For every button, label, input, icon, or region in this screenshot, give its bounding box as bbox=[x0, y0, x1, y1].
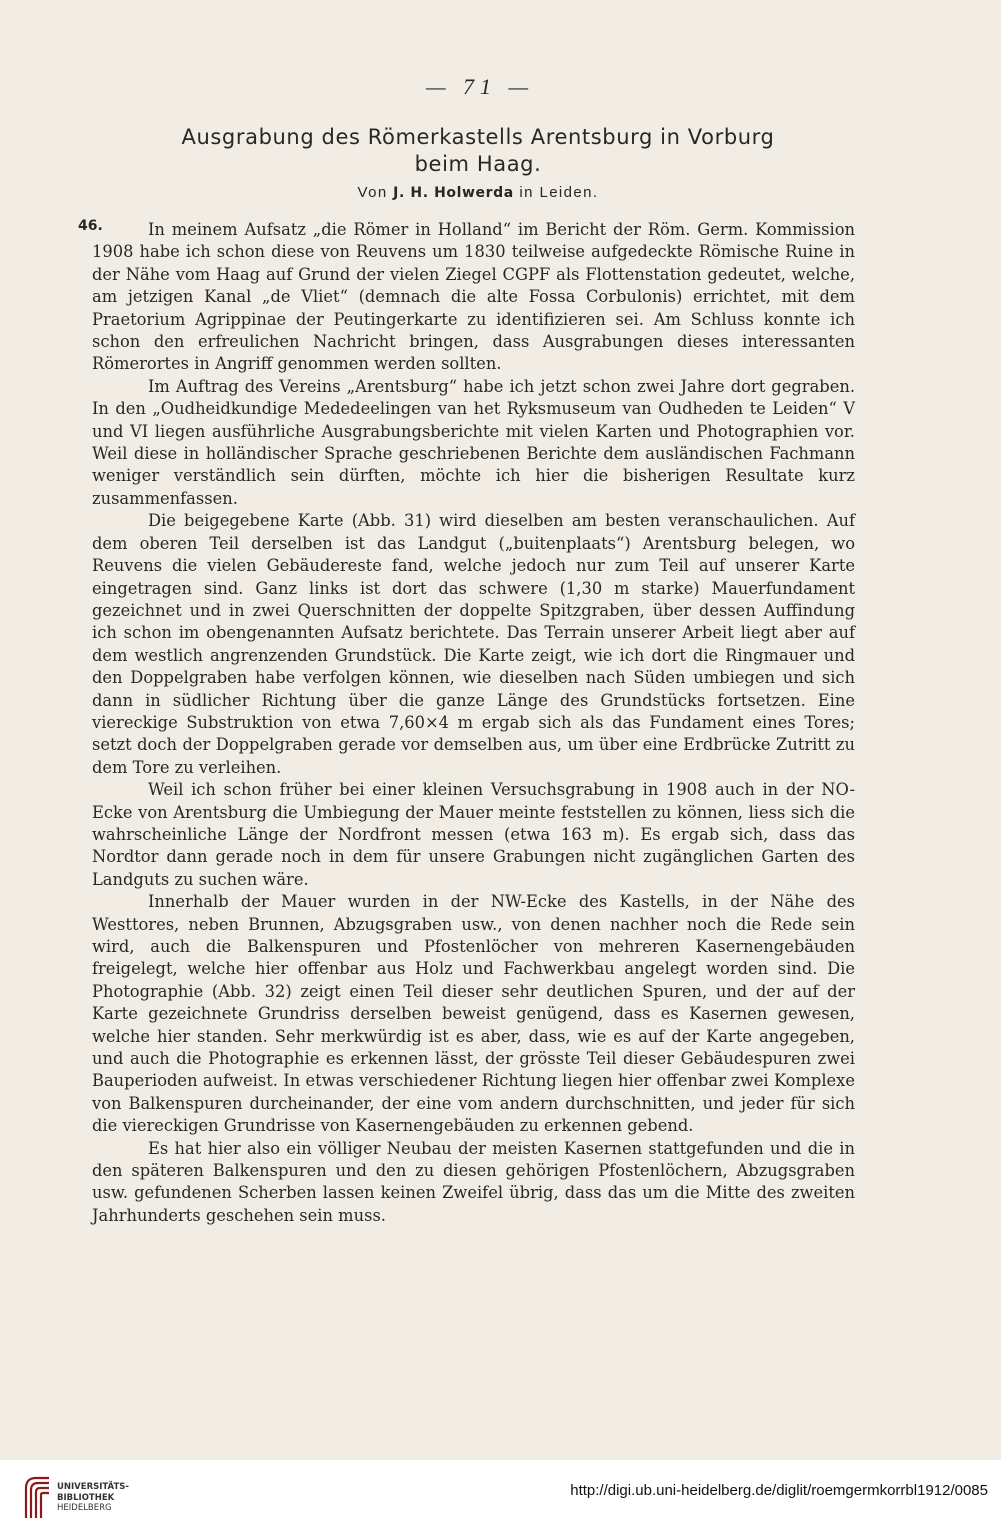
paragraph-5: Innerhalb der Mauer wurden in der NW-Ecke des Kastells, in der Nähe des Westtores, neben Brunnen, Abzugsgraben usw., von denen nachher noch die Rede sein wird, auch die Balkenspuren und Pfostenlöcher von mehreren Kasernengebäuden freigelegt, welche hier offenbar aus Holz und Fachwerkbau angelegt worden sind. Die Photographie (Abb. 32) zeigt einen Teil dieser sehr deutlichen Spuren, und der auf der Karte gezeichnete Grundriss derselben beweist genügend, dass es Kasernen gewesen, welche hier standen. Sehr merkwürdig ist es aber, dass, wie es auf der Karte angegeben, und auch die Photographie es erkennen lässt, der grösste Teil dieser Gebäudespuren zwei Bauperioden aufweist. In etwas verschiedener Richtung liegen hier offenbar zwei Komplexe von Balkenspuren durcheinander, der eine vom andern durchschnitten, und jeder für sich die viereckigen Grundrisse von Kasernengebäuden zu erkennen gebend. bbox=[92, 892, 855, 1136]
article-title-line2: beim Haag. bbox=[414, 152, 542, 176]
footer-bar bbox=[0, 1460, 1001, 1539]
paragraph-2: Im Auftrag des Vereins „Arentsburg“ habe ich jetzt schon zwei Jahre dort gegraben. In den „Oudheidkundige Mededeelingen van het Ryksmuseum van Oudheden te Leiden“ V und VI liegen ausführliche Ausgrabungsberichte mit vielen Karten und Photographien vor. Weil diese in holländischer Sprache geschriebenen Berichte dem ausländischen Fachmann weniger verständlich sein dürften, möchte ich hier die bisherigen Resultate kurz zusammenfassen. bbox=[92, 376, 855, 508]
author-name: J. H. Holwerda bbox=[393, 185, 514, 201]
ub-heidelberg-logo-icon bbox=[22, 1474, 52, 1520]
article-title bbox=[60, 124, 896, 178]
article-title-line1: Ausgrabung des Römerkastells Arentsburg in Vorburg bbox=[181, 125, 775, 149]
section-number: 46. bbox=[78, 218, 103, 234]
paragraph-1: In meinem Aufsatz „die Römer in Holland“ im Bericht der Röm. Germ. Kommission 1908 habe ich schon diese von Reuvens um 1830 teilweise aufgedeckte Römische Ruine in der Nähe vom Haag auf Grund der vielen Ziegel CGPF als Flottenstation gedeutet, welche, am jetzigen Kanal „de Vliet“ (demnach die alte Fossa Corbulonis) errichtet, mit dem Praetorium Agrippinae der Peutingerkarte zu identifizieren sei. Am Schluss konnte ich schon den erfreulichen Nachricht bringen, dass Ausgrabungen dieses interessanten Römerortes in Angriff genommen werden sollten. bbox=[92, 220, 855, 374]
library-name-line3: HEIDELBERG bbox=[57, 1503, 112, 1513]
paragraph-3: Die beigegebene Karte (Abb. 31) wird dieselben am besten veranschaulichen. Auf dem oberen Teil derselben ist das Landgut („buitenplaats“) Arentsburg belegen, wo Reuvens die vielen Gebäudereste fand, welche jedoch nur zum Teil auf unserer Karte eingetragen sind. Ganz links ist dort das schwere (1,30 m starke) Mauerfundament gezeichnet und in zwei Querschnitten der doppelte Spitzgraben, über dessen Auffindung ich schon im obengenannten Aufsatz berichtete. Das Terrain unserer Arbeit liegt aber auf dem westlich angrenzenden Grundstück. Die Karte zeigt, wie ich dort die Ringmauer und den Doppelgraben habe verfolgen können, wie dieselben nach Süden umbiegen und sich dann in südlicher Richtung über die ganze Länge des Grundstücks fortsetzen. Eine viereckige Substruktion von etwa 7,60×4 m ergab sich als das Fundament eines Tores; setzt doch der Doppelgraben gerade vor demselben aus, um über eine Erdbrücke Zutritt zu dem Tore zu verleihen. bbox=[92, 511, 855, 777]
page-number: — 71 — bbox=[425, 74, 535, 99]
library-name-line1: UNIVERSITÄTS- bbox=[57, 1482, 129, 1492]
library-name-line2: BIBLIOTHEK bbox=[57, 1492, 115, 1503]
library-name bbox=[57, 1482, 129, 1514]
article-body bbox=[92, 219, 855, 1227]
author-suffix: in Leiden. bbox=[519, 184, 599, 201]
source-url[interactable]: http://digi.ub.uni-heidelberg.de/diglit/roemgermkorrbl1912/0085 bbox=[570, 1482, 988, 1499]
paragraph-4: Weil ich schon früher bei einer kleinen Versuchsgrabung in 1908 auch in der NO-Ecke von Arentsburg die Umbiegung der Mauer meinte feststellen zu können, liess sich die wahrscheinliche Länge der Nordfront messen (etwa 163 m). Es ergab sich, dass das Nordtor dann gerade noch in dem für unsere Grabungen nicht zugänglichen Garten des Landguts zu suchen wäre. bbox=[92, 780, 855, 889]
author-prefix: Von bbox=[357, 184, 388, 201]
paragraph-6: Es hat hier also ein völliger Neubau der meisten Kasernen stattgefunden und die in den späteren Balkenspuren und den zu diesen gehörigen Pfostenlöchern, Abzugsgraben usw. gefundenen Scherben lassen keinen Zweifel übrig, dass das um die Mitte des zweiten Jahrhunderts geschehen sein muss. bbox=[92, 1138, 855, 1225]
author-line bbox=[60, 184, 896, 201]
